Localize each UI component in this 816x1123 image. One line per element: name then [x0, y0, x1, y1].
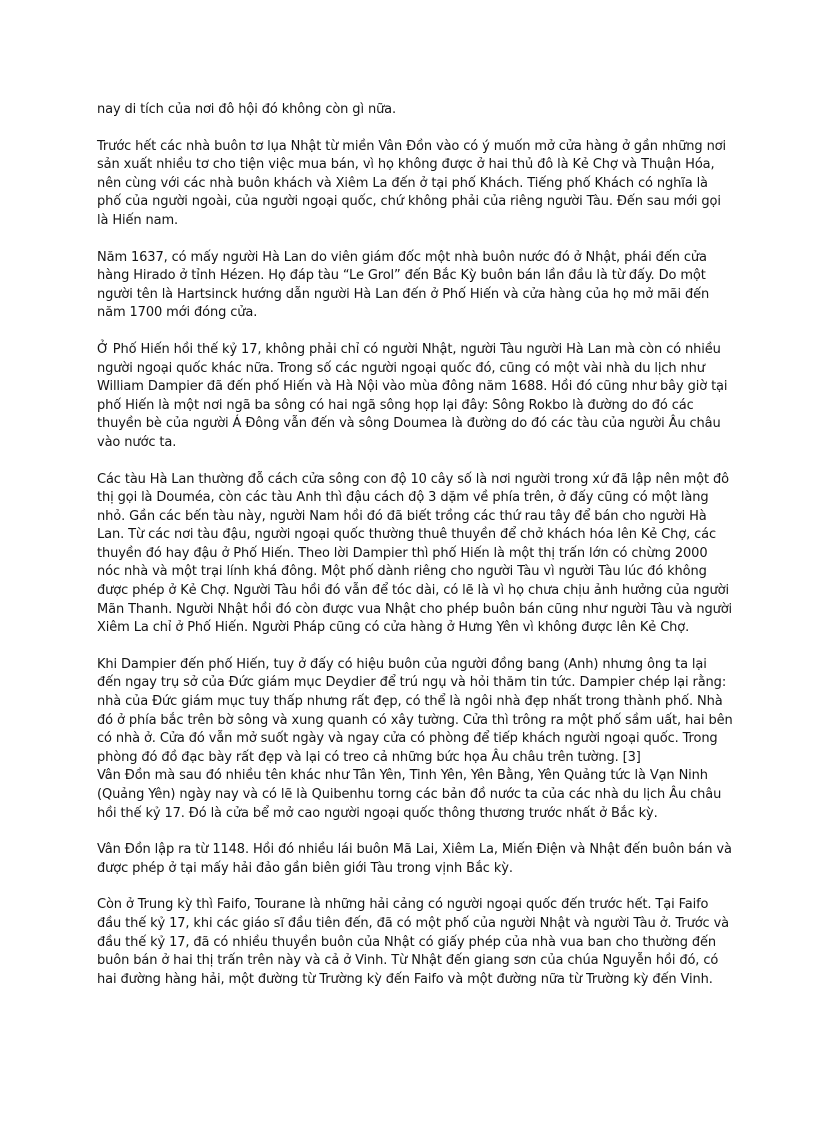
paragraph-9: Còn ở Trung kỳ thì Faifo, Tourane là những hải cảng có người ngoại quốc đến trước hết. Tại Faifo đầu thế kỷ 17, khi các giáo sĩ đầu tiên đến, đã có một phố của người Nhật và người Tàu ở. Trước và đầu thế kỷ 17, đã có nhiều thuyền buôn của Nhật có giấy phép của nhà vua ban cho thường đến buôn bán ở hai thị trấn trên này và cả ở Vinh. Từ Nhật đến giang sơn của chúa Nguyễn hồi đó, có hai đường hàng hải, một đường từ Trường kỳ đến Faifo và một đường nữa từ Trường kỳ đến Vinh. — [97, 897, 730, 987]
paragraph-1: nay di tích của nơi đô hội đó không còn gì nữa. — [97, 102, 397, 117]
paragraph-8: Vân Đồn lập ra từ 1148. Hồi đó nhiều lái buôn Mã Lai, Xiêm La, Miến Điện và Nhật đến buôn bán và được phép ở tại mấy hải đảo gần biên giới Tàu trong vịnh Bắc kỳ. — [97, 842, 732, 876]
paragraph-7: Vân Đồn mà sau đó nhiều tên khác như Tân Yên, Tinh Yên, Yên Bằng, Yên Quảng tức là Vạn Ninh (Quảng Yên) ngày nay và có lẽ là Quibenhu torng các bản đồ nước ta của các nhà du lịch Âu châu hồi thế kỷ 17. Đó là cửa bể mở cao người ngoại quốc thông thương trước nhất ở Bắc kỳ. — [97, 768, 722, 821]
paragraph-5: Các tàu Hà Lan thường đỗ cách cửa sông con độ 10 cây số là nơi người trong xứ đã lập nên một đô thị gọi là Douméa, còn các tàu Anh thì đậu cách độ 3 dặm về phía trên, ở đấy cũng có một làng nhỏ. Gần các bến tàu này, người Nam hồi đó đã biết trồng các thứ rau tây để bán cho người Hà Lan. Từ các nơi tàu đậu, người ngoại quốc thường thuê thuyền để chở khách hóa lên Kẻ Chợ, các thuyền đó hay đậu ở Phố Hiến. Theo lời Dampier thì phố Hiến là một thị trấn lớn có chừng 2000 nóc nhà và một trại lính khá đông. Một phố dành riêng cho người Tàu vì người Tàu lúc đó không được phép ở Kẻ Chợ. Người Tàu hồi đó vẫn để tóc dài, có lẽ là vì họ chưa chịu ảnh hưởng của người Mãn Thanh. Người Nhật hồi đó còn được vua Nhật cho phép buôn bán cũng như người Tàu và người Xiêm La chỉ ở Phố Hiến. Người Pháp cũng có cửa hàng ở Hưng Yên vì không được lên Kẻ Chợ. — [97, 471, 733, 636]
paragraph-3: Năm 1637, có mấy người Hà Lan do viên giám đốc một nhà buôn nước đó ở Nhật, phái đến cửa hàng Hirado ở tỉnh Hézen. Họ đáp tàu “Le Grol” đến Bắc Kỳ buôn bán lần đầu là từ đấy. Do một người tên là Hartsinck hướng dẫn người Hà Lan đến ở Phố Hiến và cửa hàng của họ mở mãi đến năm 1700 mới đóng cửa. — [97, 249, 710, 321]
paragraph-6: Khi Dampier đến phố Hiến, tuy ở đấy có hiệu buôn của người đồng bang (Anh) nhưng ông ta lại đến ngay trụ sở của Đức giám mục Deydier để trú ngụ và hỏi thăm tin tức. Dampier chép lại rằng: nhà của Đức giám mục tuy thấp nhưng rất đẹp, có thể là ngôi nhà đẹp nhất trong thành phố. Nhà đó ở phía bắc trên bờ sông và xung quanh có xây tường. Cửa thì trông ra một phố sầm uất, hai bên có nhà ở. Cửa đó vẫn mở suốt ngày và ngay cửa có phòng để tiếp khách người ngoại quốc. Trong phòng đó đồ đạc bày rất đẹp và lại có treo cả những bức họa Âu châu trên tường. [3] — [97, 656, 733, 765]
document-page — [97, 101, 733, 1007]
paragraph-4: Ở Phố Hiến hồi thế kỷ 17, không phải chỉ có người Nhật, người Tàu người Hà Lan mà còn có nhiều người ngoại quốc khác nữa. Trong số các người ngoại quốc đó, cũng có một vài nhà du lịch như William Dampier đã đến phố Hiến và Hà Nội vào mùa đông năm 1688. Hồi đó cũng như bây giờ tại phố Hiến là một nơi ngã ba sông có hai ngã sông họp lại đây: Sông Rokbo là đường do đó các thuyền bè của người Á Đông vẫn đến và sông Doumea là đường do đó các tàu của người Âu châu vào nước ta. — [97, 341, 728, 450]
paragraph-2: Trước hết các nhà buôn tơ lụa Nhật từ miền Vân Đồn vào có ý muốn mở cửa hàng ở gần những nơi sản xuất nhiều tơ cho tiện việc mua bán, vì họ không được ở hai thủ đô là Kẻ Chợ và Thuận Hóa, nên cùng với các nhà buôn khách và Xiêm La đến ở tại phố Khách. Tiếng phố Khách có nghĩa là phố của người ngoài, của người ngoại quốc, chứ không phải của riêng người Tàu. Đến sau mới gọi là Hiến nam. — [97, 138, 727, 228]
